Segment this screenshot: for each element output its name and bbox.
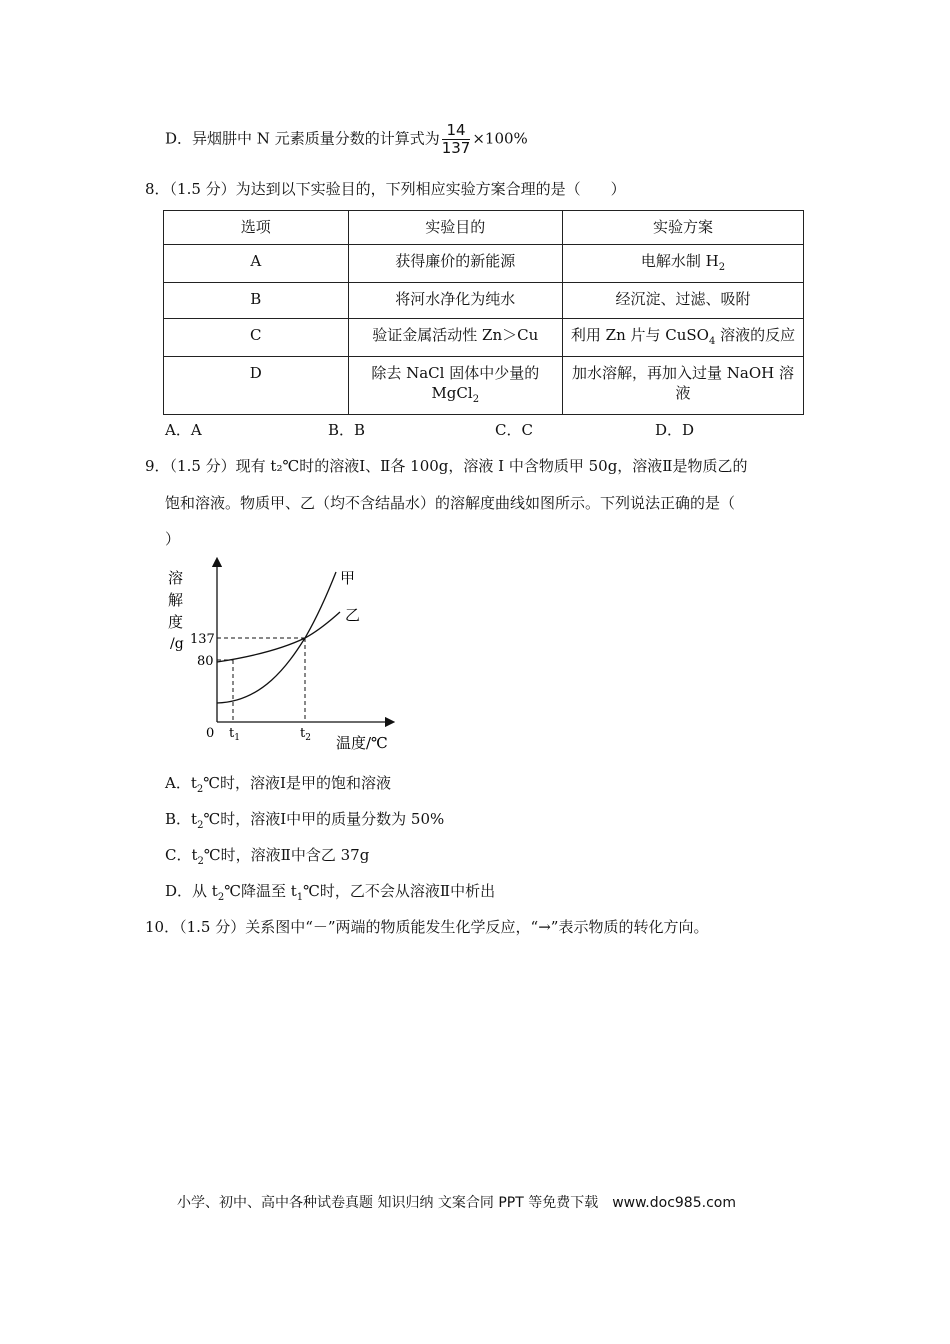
q9-stem-line1: 9．（1.5 分）现有 t₂℃时的溶液Ⅰ、Ⅱ各 100g，溶液 I 中含物质甲 50g，溶液Ⅱ是物质乙的 [145, 457, 748, 475]
plan-text: 电解水制 H [640, 252, 719, 270]
row-option: C [164, 319, 349, 357]
answer-c: C．C [495, 421, 533, 439]
purpose-line [353, 383, 559, 410]
curve-yi [217, 612, 340, 662]
table-row [164, 245, 804, 283]
q7-option-d-suffix: ×100% [472, 129, 528, 148]
option-text: C．t [165, 846, 198, 864]
plan-line: 加水溶解，再加入过量 NaOH 溶 [572, 364, 794, 382]
row-plan [563, 357, 804, 415]
solubility-chart [160, 555, 400, 755]
option-text: ℃时，乙不会从溶液Ⅱ中析出 [303, 882, 496, 900]
row-option: B [164, 283, 349, 319]
xtick-t1: $t_1$ [229, 726, 240, 743]
row-purpose: 验证金属活动性 Zn＞Cu [348, 319, 563, 357]
q9-stem-line2: 饱和溶液。物质甲、乙（均不含结晶水）的溶解度曲线如图所示。下列说法正确的是（ [165, 494, 736, 512]
row-plan: 经沉淀、过滤、吸附 [563, 283, 804, 319]
xlabel: 温度/℃ [336, 734, 388, 752]
page-footer: 小学、初中、高中各种试卷真题 知识归纳 文案合同 PPT 等免费下载 www.doc985.com [177, 1195, 736, 1211]
fraction-numerator: 14 [442, 122, 471, 140]
xtick-t2: $t_2$ [300, 726, 311, 743]
row-plan [563, 245, 804, 283]
option-text: ℃时，溶液Ⅱ中含乙 37g [203, 846, 370, 864]
q8-stem: 8．（1.5 分）为达到以下实验目的，下列相应实验方案合理的是（ ） [145, 180, 626, 198]
option-text: ℃降温至 t [224, 882, 297, 900]
row-option: D [164, 357, 349, 415]
table-row [164, 283, 804, 319]
answer-b: B．B [328, 421, 366, 439]
header-purpose: 实验目的 [348, 211, 563, 245]
purpose-subscript: 2 [472, 394, 480, 405]
q8-table [163, 210, 804, 415]
plan-text: 利用 Zn 片与 CuSO [570, 326, 709, 344]
purpose-text: MgCl [431, 384, 473, 402]
ylabel-char: 溶 [168, 569, 184, 587]
table-row [164, 357, 804, 415]
table-row [164, 319, 804, 357]
origin-label: 0 [206, 726, 215, 741]
option-text: ℃时，溶液Ⅰ是甲的饱和溶液 [203, 774, 391, 792]
ylabel-char: 度 [168, 613, 184, 631]
option-subscript: 2 [197, 856, 204, 867]
option-text: D．从 t [165, 882, 218, 900]
series-name-jia: 甲 [340, 569, 356, 587]
series-name-yi: 乙 [345, 606, 361, 624]
fraction [442, 122, 471, 157]
plan-subscript: 4 [708, 336, 716, 347]
plan-subscript: 2 [718, 262, 726, 273]
option-text: B．t [165, 810, 198, 828]
q10-stem: 10．（1.5 分）关系图中“－”两端的物质能发生化学反应，“→”表示物质的转化方向。 [145, 918, 709, 936]
q9-option-d [165, 880, 495, 903]
header-plan: 实验方案 [563, 211, 804, 245]
row-purpose: 将河水净化为纯水 [348, 283, 563, 319]
table-header-row [164, 211, 804, 245]
option-text: A．t [165, 774, 197, 792]
option-subscript: 2 [196, 784, 204, 795]
row-purpose [348, 357, 563, 415]
row-purpose: 获得廉价的新能源 [348, 245, 563, 283]
q9-stem-line3: ） [165, 530, 181, 548]
answer-d: D．D [655, 421, 695, 439]
row-plan [563, 319, 804, 357]
ytick-137: 137 [190, 632, 215, 647]
option-subscript: 2 [197, 820, 204, 831]
option-subscript: 2 [217, 892, 225, 903]
plan-line: 液 [675, 384, 691, 402]
ylabel-char: 解 [168, 591, 184, 609]
option-text: ℃时，溶液Ⅰ中甲的质量分数为 50% [203, 810, 445, 828]
ytick-80: 80 [197, 654, 214, 669]
purpose-line: 除去 NaCl 固体中少量的 [371, 364, 540, 382]
ylabel-unit: /g [170, 636, 184, 652]
plan-text-after: 溶液的反应 [715, 326, 796, 344]
option-subscript: 1 [296, 892, 304, 903]
q7-option-d [165, 122, 528, 157]
answer-a: A．A [165, 421, 202, 439]
q7-option-d-prefix: D．异烟肼中 N 元素质量分数的计算式为 [165, 129, 440, 148]
fraction-denominator: 137 [441, 139, 471, 157]
q9-option-a [165, 772, 391, 795]
row-option: A [164, 245, 349, 283]
q9-option-c [165, 844, 369, 867]
header-option: 选项 [164, 211, 349, 245]
q9-option-b [165, 808, 444, 831]
